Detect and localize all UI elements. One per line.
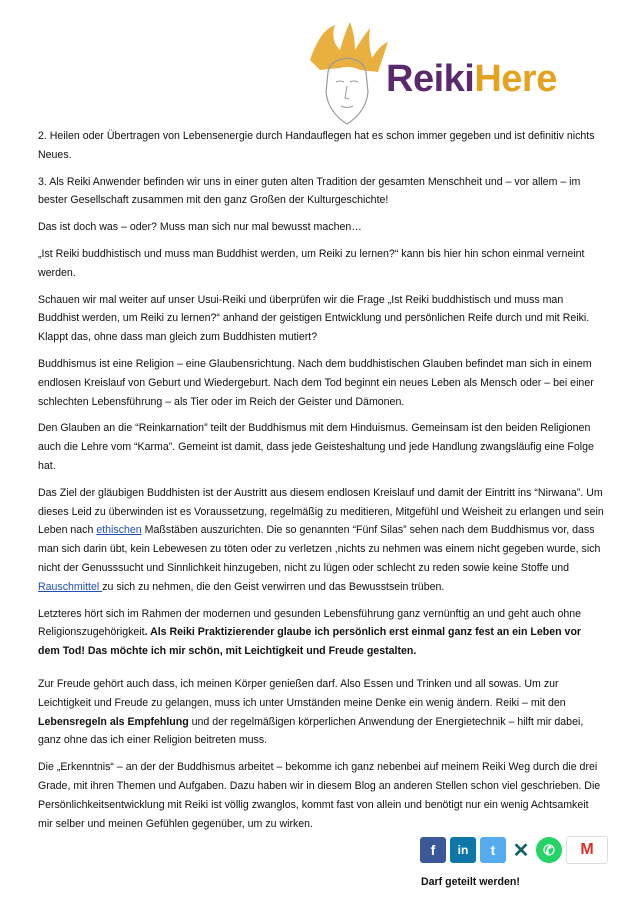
share-label: Darf geteilt werden! xyxy=(421,876,520,888)
article-body xyxy=(38,127,604,841)
paragraph-10 xyxy=(38,675,604,750)
paragraph-9-bold: . Als Reiki Praktizierender glaube ich persönlich erst einmal ganz fest an ein Leben vor dem Tod! Das möchte ich mir schön, mit Leichtigkeit und Freude gestalten. xyxy=(38,626,582,658)
paragraph-1: 2. Heilen oder Übertragen von Lebensenergie durch Handauflegen hat es schon immer gegeben und ist definitiv nichts Neues. xyxy=(38,130,595,161)
paragraph-9 xyxy=(38,605,604,661)
paragraph-6: Buddhismus ist eine Religion – eine Glaubensrichtung. Nach dem buddhistischen Glauben befindet man sich in einem endlosen Kreislauf von Geburt und Wiedergeburt. Nach dem Tod beginnt ein neues Leben als Mensch oder – bei einer schlechten Lebensführung – als Tier oder im Reich der Geister und Dämonen. xyxy=(38,357,594,408)
xing-icon[interactable]: ✕ xyxy=(510,837,532,863)
paragraph-11: Die „Erkenntnis“ – an der der Buddhismus arbeitet – bekomme ich ganz nebenbei auf meinem Reiki Weg durch die drei Grade, mit ihren Themen und Aufgaben. Dazu haben wir in diesem Blog an anderen Stellen schon viel geschrieben. Die Persönlichkeitsentwicklung mit Reiki ist völlig zwanglos, kommt fast von allein und benötigt nur ein wenig Achtsamkeit mir selber und meinen Gefühlen gegenüber, um zu wirken. xyxy=(38,761,601,830)
paragraph-3: Das ist doch was – oder? Muss man sich nur mal bewusst machen… xyxy=(38,221,362,234)
whatsapp-icon[interactable]: ✆ xyxy=(536,837,562,863)
paragraph-5: Schauen wir mal weiter auf unser Usui-Reiki und überprüfen wir die Frage „Ist Reiki buddhistisch und muss man Buddhist werden, um Reiki zu lernen?“ anhand der geistigen Entwicklung und persönlichen Reife durch und mit Reiki. Klappt das, ohne dass man gleich zum Buddhisten mutiert? xyxy=(38,293,590,344)
paragraph-2: 3. Als Reiki Anwender befinden wir uns in einer guten alten Tradition der gesamten Menschheit und – vor allem – im bester Gesellschaft zusammen mit den ganz Großen der Kulturgeschichte! xyxy=(38,175,581,207)
gmail-icon[interactable]: M xyxy=(566,836,608,864)
logo-word-here: Here xyxy=(474,58,557,100)
share-icons xyxy=(420,835,608,865)
link-ethischen[interactable]: ethischen xyxy=(96,524,142,537)
twitter-icon[interactable]: t xyxy=(480,837,506,863)
paragraph-10-text-a: Zur Freude gehört auch dass, ich meinen Körper genießen darf. Also Essen und Trinken und all sowas. Um zur Leichtigkeit und Freude zu gelangen, muss ich unter Umständen meine Denke ein wenig ändern. Reiki – mit den xyxy=(38,677,566,709)
paragraph-8-text-a: Das Ziel der gläubigen Buddhisten ist der Austritt aus diesem endlosen Kreislauf und damit der Eintritt ins “Nirwana”. Um dieses Leid zu überwinden ist es Voraussetzung, regelmäßig zu meditieren, Mitgefühl und Weisheit zu erlangen und sein Leben nach xyxy=(38,486,604,537)
logo-wordmark xyxy=(386,58,557,101)
paragraph-8-text-b: Maßstäben auszurichten. Die so genannten “Fünf Silas” sehen nach dem Buddhismus vor, dass man sich darin übt, kein Lebewesen zu töten oder zu verletzen ,nichts zu nehmen was einem nicht gegeben wurde, sich nicht der Genusssucht und Sinnlichkeit hinzugeben, nicht zu lügen oder schlecht zu reden sowie keine Stoffe und xyxy=(38,524,601,574)
paragraph-8-text-c: zu sich zu nehmen, die den Geist verwirren und das Bewusstsein trüben. xyxy=(102,580,445,593)
paragraph-4: „Ist Reiki buddhistisch und muss man Buddhist werden, um Reiki zu lernen?“ kann bis hier hin schon einmal verneint werden. xyxy=(38,247,585,279)
facebook-icon[interactable]: f xyxy=(420,837,446,863)
paragraph-10-text-c: und der regelmäßigen körperlichen Anwendung der Energietechnik – hilft mir dabei, ganz ohne das ich einer Religion beitreten muss. xyxy=(38,715,584,747)
paragraph-10-bold: Lebensregeln als Empfehlung xyxy=(38,715,189,728)
header xyxy=(0,0,638,130)
link-rauschmittel[interactable]: Rauschmittel xyxy=(38,580,103,593)
paragraph-8 xyxy=(38,484,604,597)
linkedin-icon[interactable]: in xyxy=(450,837,476,863)
paragraph-7: Den Glauben an die “Reinkarnation” teilt der Buddhismus mit dem Hinduismus. Gemeinsam ist den beiden Religionen auch die Lehre vom “Karma”. Gemeint ist damit, dass jede Geisteshaltung und jede Handlung zwangsläufig eine Folge hat. xyxy=(38,422,594,472)
logo-word-reiki: Reiki xyxy=(386,58,475,100)
reiki-head-logo-icon xyxy=(300,20,395,130)
paragraph-9-text-a: Letzteres hört sich im Rahmen der modernen und gesunden Lebensführung ganz vernünftig an und geht auch ohne Religionszugehörigkeit xyxy=(38,607,582,639)
